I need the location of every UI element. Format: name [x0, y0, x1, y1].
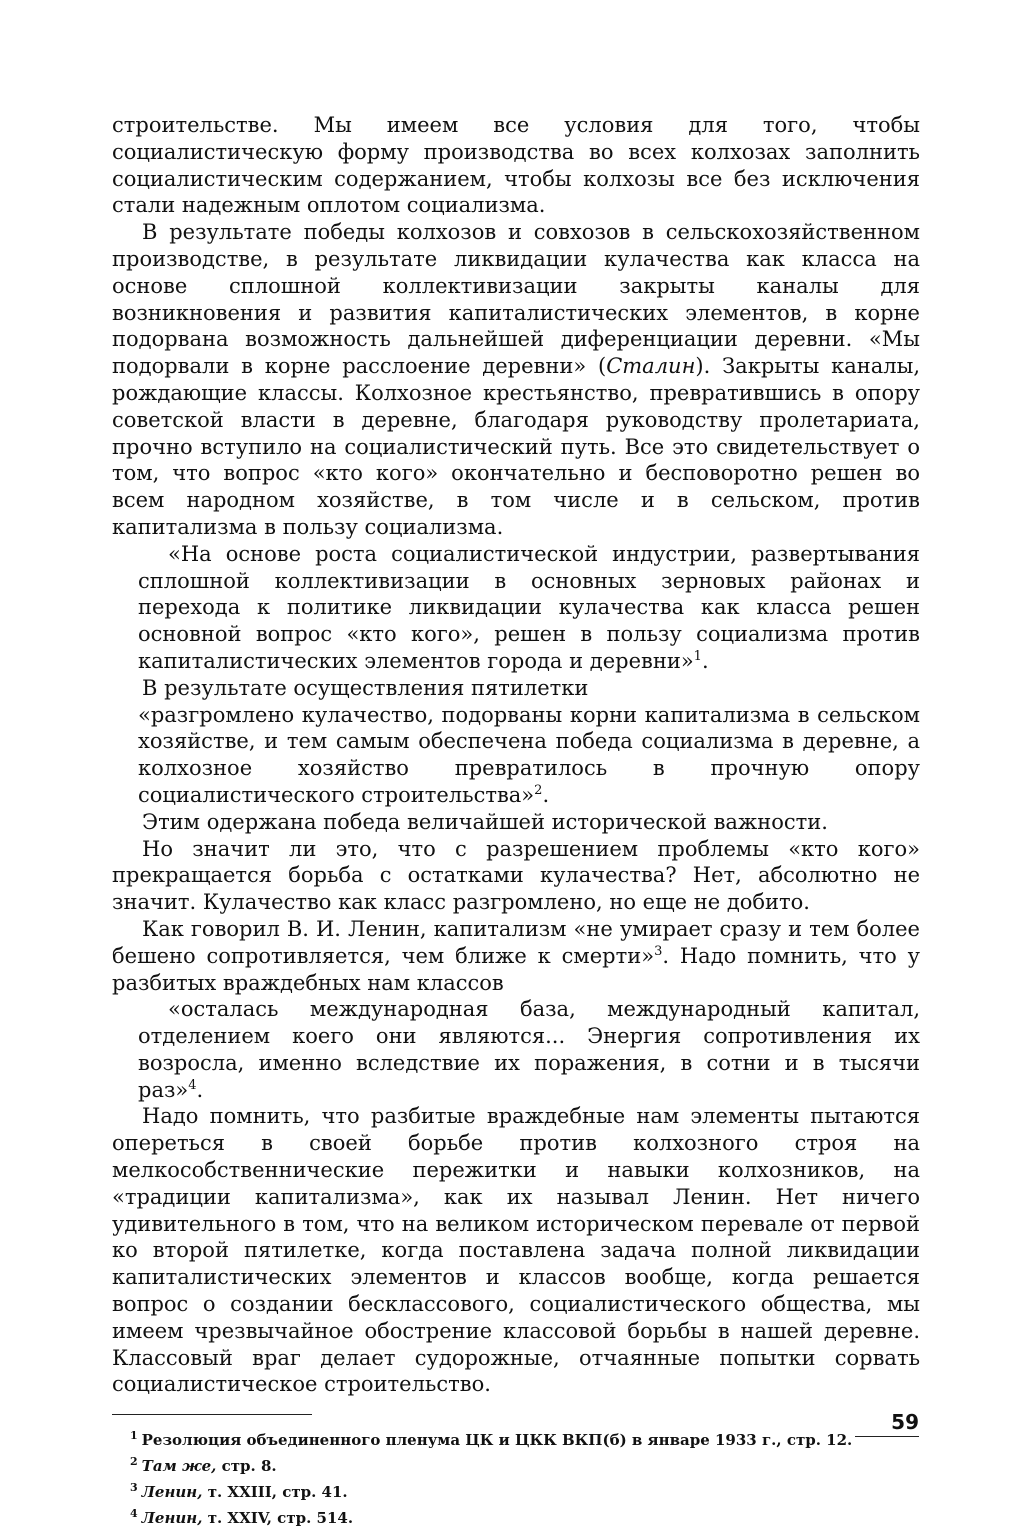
footnote: $^4$ Ленин, т. XXIV, стр. 514. [130, 1507, 354, 1528]
footnote-divider [112, 1414, 312, 1415]
footnote: $^2$ Там же, стр. 8. [130, 1455, 277, 1476]
footnote: $^1$ Резолюция объединенного пленума ЦК и ЦКК ВКП(б) в январе 1933 г., стр. 12. [130, 1429, 853, 1450]
footnote-ref[interactable]: 3 [654, 943, 663, 959]
page-body [112, 112, 920, 1529]
block-quote: «разгромлено кулачество, подорваны корни капитализма в сельском хозяйстве, и тем самым обеспечена победа социализма в деревне, а колхозное хозяйство превратилось в прочную опору социалистического строительства»$^2$. [138, 702, 920, 807]
author-citation: Сталин [606, 354, 696, 379]
footnote-ref[interactable]: 2 [534, 782, 543, 798]
paragraph: Но значит ли это, что с разрешением проблемы «кто кого» прекращается борьба с остатками кулачества? Нет, абсолютно не значит. Кулачество как класс разгромлено, но еще не добито. [112, 836, 920, 915]
block-quote: «осталась международная база, международный капитал, отделением коего они являются... Энергия сопротивления их возросла, именно вследствие их поражения, в сотни и в тысячи раз»$^4$. [138, 997, 920, 1102]
paragraph: В результате победы колхозов и совхозов в сельскохозяйственном производстве, в результате ликвидации кулачества как класса на основе сплошной коллективизации закрыты каналы для возникновения и развития капиталистических элементов, в корне подорвана возможность дальнейшей диференциации деревни. «Мы подорвали в корне расслоение деревни» (Сталин). Закрыты каналы, рождающие классы. Колхозное крестьянство, превратившись в опору советской власти в деревне, благодаря руководству пролетариата, прочно вступило на социалистический путь. Все это свидетельствует о том, что вопрос «кто кого» окончательно и бесповоротно решен во всем народном хозяйстве, в том числе и в сельском, против капитализма в пользу социализма. [112, 220, 920, 539]
page-number: 59 [855, 1410, 919, 1437]
paragraph: Надо помнить, что разбитые враждебные нам элементы пытаются опереться в своей борьбе против колхозного строя на мелкособственнические пережитки и навыки колхозников, на «традиции капитализма», как их называл Ленин. Нет ничего удивительного в том, что на великом историческом перевале от первой ко второй пятилетке, когда поставлена задача полной ликвидации капиталистических элементов и классов вообще, когда решается вопрос о создании бесклассового, социалистического общества, мы имеем чрезвычайное обострение классовой борьбы в нашей деревне. Классовый враг делает судорожные, отчаянные попытки сорвать социалистическое строительство. [112, 1104, 920, 1397]
paragraph: строительстве. Мы имеем все условия для того, чтобы социалистическую форму производства во всех колхозах заполнить социалистическим содержанием, чтобы колхозы все без исключения стали надежным оплотом социализма. [112, 113, 920, 218]
paragraph: Этим одержана победа величайшей исторической важности. [142, 809, 828, 834]
footnote: $^3$ Ленин, т. XXIII, стр. 41. [130, 1481, 348, 1502]
block-quote: «На основе роста социалистической индустрии, развертывания сплошной коллективизации в основных зерновых районах и перехода к политике ликвидации кулачества как класса решен основной вопрос «кто кого», решен в пользу социализма против капиталистических элементов города и деревни»$^1$. [138, 541, 920, 673]
paragraph: Как говорил В. И. Ленин, капитализм «не умирает сразу и тем более бешено сопротивляется, чем ближе к смерти»$^3$. Надо помнить, что у разбитых враждебных нам классов [112, 916, 920, 995]
footnote-ref[interactable]: 1 [693, 648, 702, 664]
paragraph: В результате осуществления пятилетки [142, 675, 589, 700]
footnote-ref[interactable]: 4 [188, 1077, 197, 1093]
